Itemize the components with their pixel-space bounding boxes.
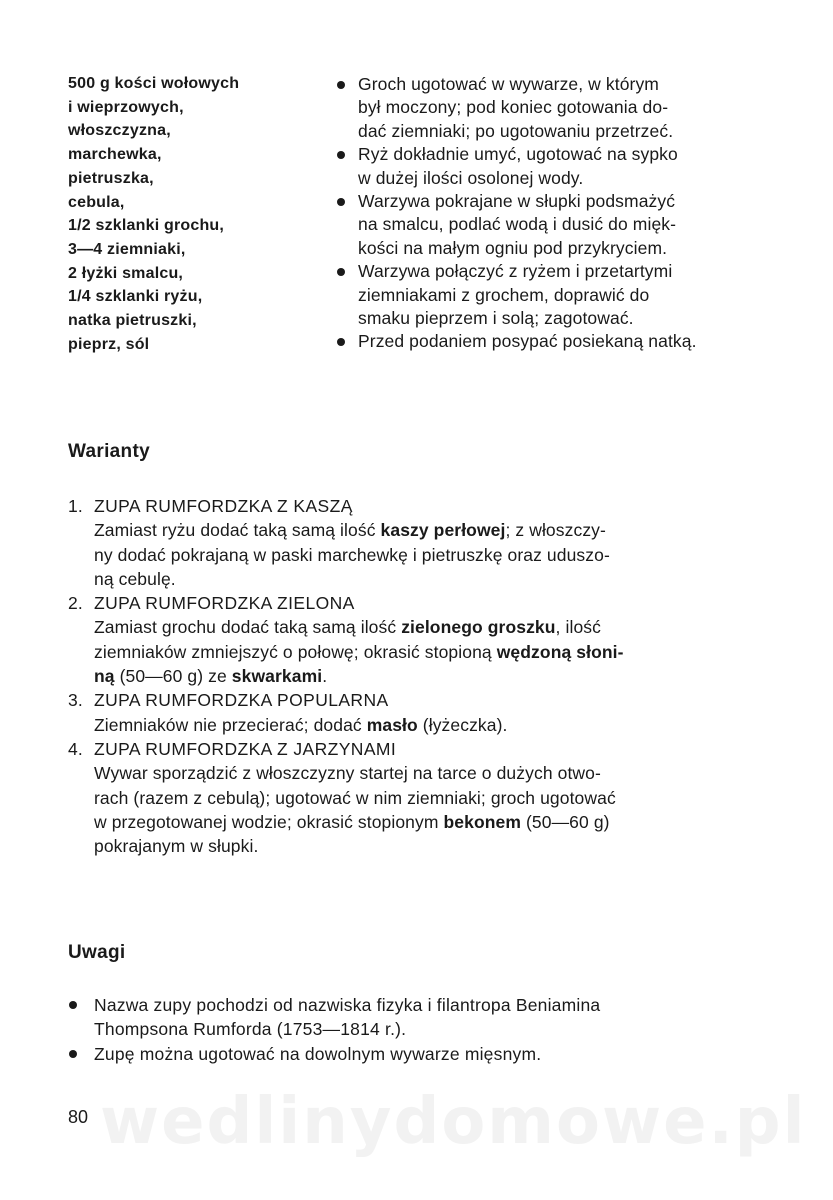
step-line: Przed podaniem posypać posiekaną natką. — [358, 331, 697, 352]
step-item — [334, 330, 774, 353]
note-line: Nazwa zupy pochodzi od nazwiska fizyka i filantropa Beniamina — [94, 995, 601, 1015]
notes-heading: Uwagi — [68, 942, 126, 963]
text-segment: . — [322, 666, 328, 687]
text-segment: ziemniaków zmniejszyć o połowę; okrasić stopioną — [94, 641, 497, 662]
ingredient-item: 2 łyżki smalcu, — [68, 264, 184, 282]
step-line: Groch ugotować w wywarze, w którym — [358, 74, 659, 94]
preparation-steps — [334, 73, 774, 354]
text-segment: Wywar sporządzić z włoszczyzny startej na tarce o dużych otwo- — [94, 763, 601, 784]
ingredient-item: 3—4 ziemniaki, — [68, 240, 186, 258]
text-segment: (50—60 g) ze — [114, 666, 232, 687]
variant-title: ZUPA RUMFORDZKA ZIELONA — [94, 593, 355, 614]
ingredient-item: cebula, — [68, 193, 125, 211]
variant-title: ZUPA RUMFORDZKA Z KASZĄ — [94, 496, 353, 516]
note-item — [68, 1042, 788, 1066]
ingredient-item: włoszczyzna, — [68, 122, 171, 140]
ingredient-item: i wieprzowych, — [68, 98, 184, 116]
step-item — [334, 190, 774, 260]
variants-list — [68, 494, 778, 858]
variant-number: 2. — [68, 593, 83, 614]
variant-line — [94, 640, 778, 664]
step-line: smaku pieprzem i solą; zagotować. — [358, 308, 634, 329]
step-line: na smalcu, podlać wodą i dusić do mięk- — [358, 214, 677, 235]
bold-ingredient: zielonego groszku — [401, 617, 556, 638]
note-line: Thompsona Rumforda (1753—1814 r.). — [94, 1019, 407, 1040]
variant-title: ZUPA RUMFORDZKA Z JARZYNAMI — [94, 738, 397, 759]
variant-line — [94, 786, 778, 810]
step-item — [334, 260, 774, 330]
ingredient-item: 500 g kości wołowych — [68, 75, 240, 92]
watermark: wedlinydomowe.pl — [100, 1085, 807, 1159]
text-segment: pokrajanym w słupki. — [94, 836, 259, 857]
step-line: ziemniakami z grochem, doprawić do — [358, 284, 650, 305]
variant-line — [94, 810, 778, 834]
step-line: Warzywa połączyć z ryżem i przetartymi — [358, 261, 673, 282]
variant-number: 1. — [68, 496, 83, 516]
ingredients-list — [68, 72, 323, 356]
ingredient-item: marchewka, — [68, 146, 162, 164]
bold-ingredient: ną — [94, 666, 115, 687]
note-item — [68, 993, 788, 1042]
variant-line — [94, 543, 778, 567]
ingredient-item: pieprz, sól — [68, 335, 150, 353]
ingredient-item: 1/2 szklanki grochu, — [68, 217, 225, 235]
text-segment: , ilość — [555, 617, 601, 638]
step-line: Ryż dokładnie umyć, ugotować na sypko — [358, 144, 678, 165]
text-segment: ną cebulę. — [94, 568, 176, 589]
text-segment: Ziemniaków nie przecierać; dodać — [94, 714, 367, 735]
variant-item — [68, 737, 778, 858]
bold-ingredient: wędzoną słoni- — [496, 641, 624, 662]
step-line: kości na małym ogniu pod przykryciem. — [358, 237, 668, 258]
bold-ingredient: masło — [366, 714, 418, 735]
ingredient-item: 1/4 szklanki ryżu, — [68, 288, 203, 306]
variant-line — [94, 518, 778, 542]
variants-heading: Warianty — [68, 441, 150, 462]
text-segment: w przegotowanej wodzie; okrasić stopionym — [94, 811, 444, 832]
page-number: 80 — [68, 1107, 89, 1127]
bold-ingredient: kaszy perłowej — [380, 520, 506, 541]
variant-line — [94, 834, 778, 858]
notes-list — [68, 993, 788, 1066]
variant-item — [68, 688, 778, 737]
variant-line — [94, 615, 778, 639]
text-segment: (50—60 g) — [521, 811, 610, 832]
bold-ingredient: skwarkami — [231, 666, 323, 687]
bold-ingredient: bekonem — [443, 811, 522, 832]
text-segment: (łyżeczka). — [417, 714, 508, 735]
variant-item — [68, 494, 778, 591]
step-item — [334, 73, 774, 143]
text-segment: Zamiast grochu dodać taką samą ilość — [94, 617, 402, 638]
variant-number: 3. — [68, 690, 83, 711]
variant-line — [94, 713, 778, 737]
text-segment: Zamiast ryżu dodać taką samą ilość — [94, 520, 381, 541]
ingredient-item: natka pietruszki, — [68, 312, 197, 330]
step-line: dać ziemniaki; po ugotowaniu przetrzeć. — [358, 120, 674, 141]
variant-line — [94, 761, 778, 785]
variant-item — [68, 591, 778, 688]
text-segment: ny dodać pokrajaną w paski marchewkę i pietruszkę oraz uduszo- — [94, 544, 610, 565]
variant-line — [94, 664, 778, 688]
note-line: Zupę można ugotować na dowolnym wywarze mięsnym. — [94, 1043, 542, 1064]
variant-title: ZUPA RUMFORDZKA POPULARNA — [94, 690, 389, 711]
step-line: w dużej ilości osolonej wody. — [358, 167, 584, 188]
variant-line — [94, 567, 778, 591]
ingredient-item: pietruszka, — [68, 169, 154, 187]
variant-number: 4. — [68, 738, 83, 759]
text-segment: rach (razem z cebulą); ugotować w nim ziemniaki; groch ugotować — [94, 787, 616, 808]
step-line: był moczony; pod koniec gotowania do- — [358, 97, 669, 118]
step-line: Warzywa pokrajane w słupki podsmażyć — [358, 191, 676, 212]
text-segment: ; z włoszczy- — [505, 520, 606, 541]
step-item — [334, 143, 774, 190]
